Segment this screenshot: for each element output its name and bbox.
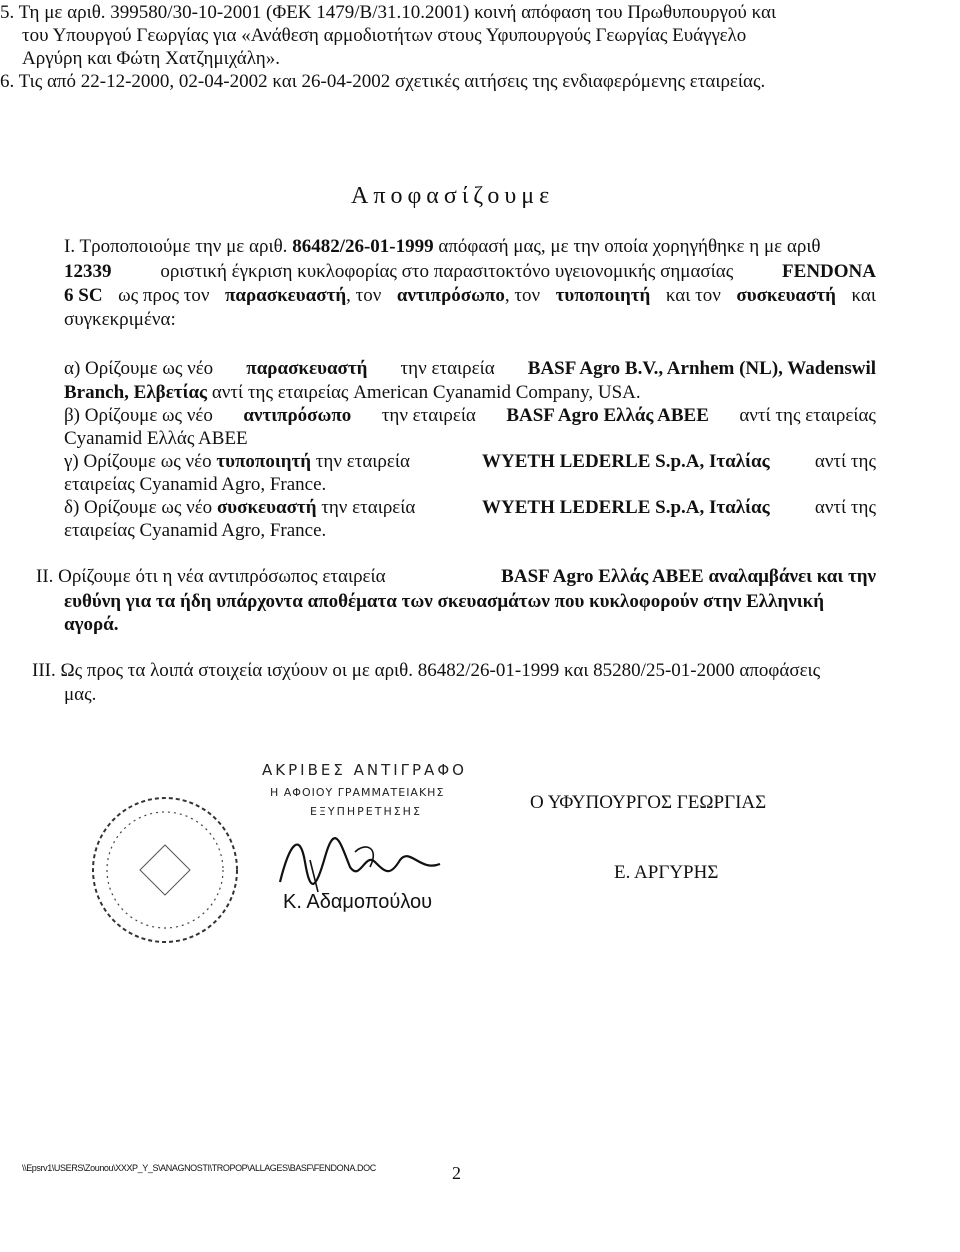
section-2-number: ΙΙ.: [36, 566, 54, 587]
clause-a-line-1: α) Ορίζουμε ως νέο παρασκευαστή την εταιρεία BASF Agro B.V., Arnhem (NL), Wadenswil: [64, 358, 876, 379]
clause-c-line-1: γ) Ορίζουμε ως νέο τυποποιητή την εταιρεία WYETH LEDERLE S.p.A, Ιταλίας αντί της: [64, 451, 876, 472]
page-number: 2: [452, 1163, 461, 1183]
stamp-line-2: Η ΑΦΟΙΟΥ ΓΡΑΜΜΑΤΕΙΑΚΗΣ: [270, 786, 445, 799]
section-1-line-1: Ι. Τροποποιούμε την με αριθ. 86482/26-01-1999 απόφασή μας, με την οποία χορηγήθηκε η με αριθ: [64, 236, 821, 257]
stamp-line-1: ΑΚΡΙΒΕΣ ΑΝΤΙΓΡΑΦΟ: [262, 761, 467, 779]
clause-c-line-2: εταιρείας Cyanamid Agro, France.: [64, 474, 327, 495]
section-1-line-4: συγκεκριμένα:: [64, 309, 176, 330]
section-1-line-3: 6 SC ως προς τον παρασκευαστή, τον αντιπρόσωπο, τον τυποποιητή και τον συσκευαστή και: [64, 285, 876, 306]
handwritten-signature: [270, 822, 450, 902]
official-seal-stamp: [80, 775, 260, 965]
item-5-line-3: Αργύρη και Φώτη Χατζημιχάλη».: [22, 48, 280, 69]
section-1-number: Ι.: [64, 236, 76, 257]
section-2-line-1: ΙΙ. Ορίζουμε ότι η νέα αντιπρόσωπος εταιρεία BASF Agro Ελλάς ΑΒΕΕ αναλαμβάνει και την: [36, 566, 876, 587]
stamp-signer-name: Κ. Αδαμοπούλου: [283, 891, 433, 913]
item-6: 6. Τις από 22-12-2000, 02-04-2002 και 26-04-2002 σχετικές αιτήσεις της ενδιαφερόμενης εταιρείας.: [0, 71, 766, 92]
clause-d-line-1: δ) Ορίζουμε ως νέο συσκευαστή την εταιρεία WYETH LEDERLE S.p.A, Ιταλίας αντί της: [64, 497, 876, 518]
section-2-line-3: αγορά.: [64, 614, 119, 635]
section-3-line-1: ΙΙΙ. Ως προς τα λοιπά στοιχεία ισχύουν οι με αριθ. 86482/26-01-1999 και 85280/25-01-2000 αποφάσεις: [32, 660, 821, 681]
clause-b-line-2: Cyanamid Ελλάς ΑΒΕΕ: [64, 428, 248, 449]
item-5-line-2: του Υπουργού Γεωργίας για «Ανάθεση αρμοδιοτήτων στους Υφυπουργούς Γεωργίας Ευάγγελο: [22, 25, 747, 46]
stamp-line-3: ΕΞΥΠΗΡΕΤΗΣΗΣ: [310, 805, 422, 818]
section-1-line-2: 12339 οριστική έγκριση κυκλοφορίας στο παρασιτοκτόνο υγειονομικής σημασίας FENDONA: [64, 261, 876, 282]
clause-d-line-2: εταιρείας Cyanamid Agro, France.: [64, 520, 327, 541]
signatory-name: Ε. ΑΡΓΥΡΗΣ: [614, 862, 719, 883]
decision-title: Αποφασίζουμε: [351, 183, 555, 209]
item-5-line-1: 5. Τη με αριθ. 399580/30-10-2001 (ΦΕΚ 1479/Β/31.10.2001) κοινή απόφαση του Πρωθυπουργού και: [0, 2, 777, 23]
section-2-line-2: ευθύνη για τα ήδη υπάρχοντα αποθέματα των σκευασμάτων που κυκλοφορούν στην Ελληνική: [64, 591, 824, 612]
clause-a-line-2: Branch, Ελβετίας αντί της εταιρείας American Cyanamid Company, USA.: [64, 382, 641, 403]
signatory-role: Ο ΥΦΥΠΟΥΡΓΟΣ ΓΕΩΡΓΙΑΣ: [530, 792, 767, 813]
section-3-number: ΙΙΙ.: [32, 660, 56, 681]
clause-b-line-1: β) Ορίζουμε ως νέο αντιπρόσωπο την εταιρεία BASF Agro Ελλάς ΑΒΕΕ αντί της εταιρείας: [64, 405, 876, 426]
file-path: \\Epsrv1\USERS\Zounou\XXXP_Y_S\ANAGNOSTI\TROPOP\ALLAGES\BASF\FENDONA.DOC: [22, 1163, 376, 1173]
section-3-line-2: μας.: [64, 684, 97, 705]
